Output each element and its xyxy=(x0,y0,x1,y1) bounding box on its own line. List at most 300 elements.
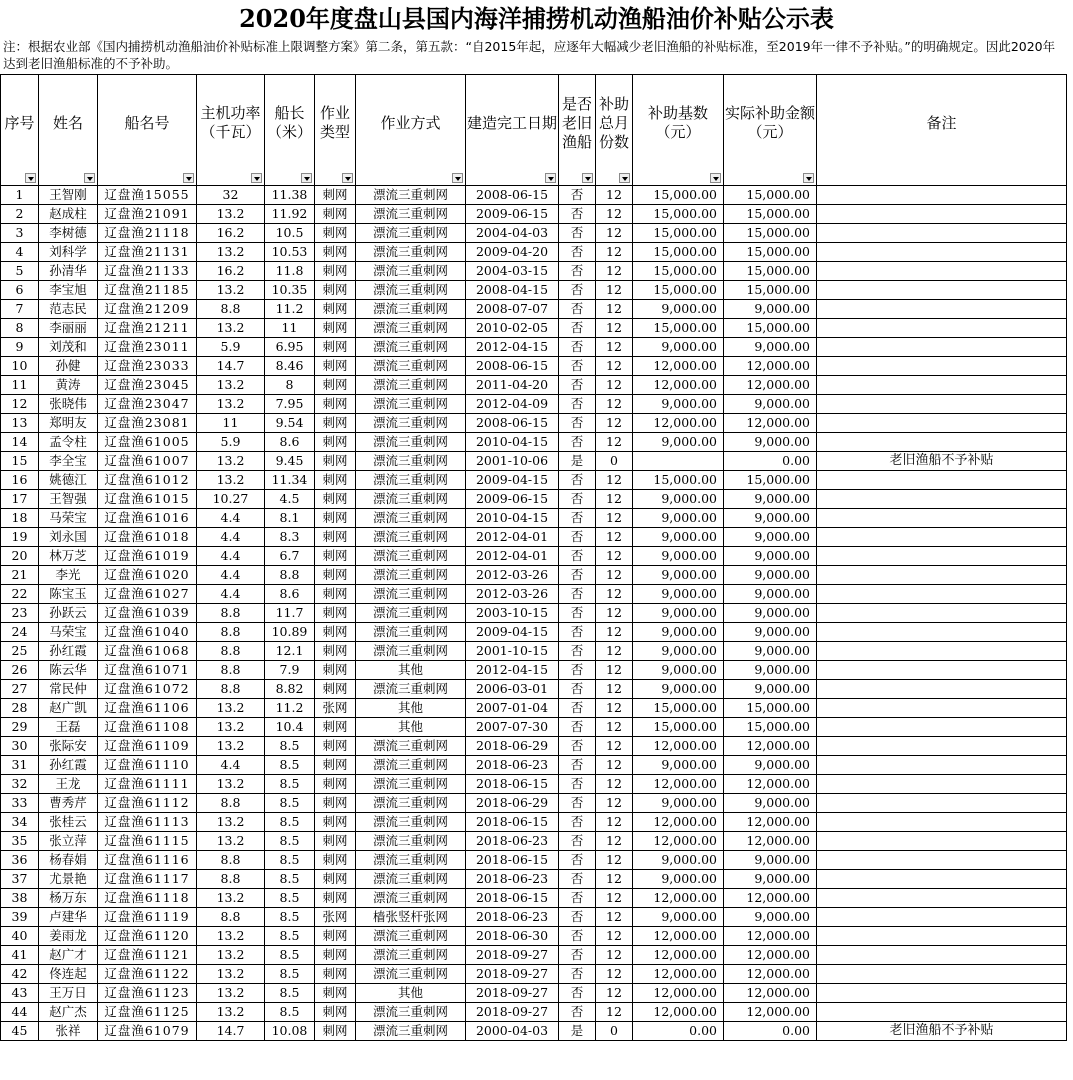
table-row xyxy=(1,680,1067,699)
cell-power: 8.8 xyxy=(197,604,265,623)
cell-months: 12 xyxy=(596,433,633,452)
cell-is-old: 否 xyxy=(559,243,596,262)
cell-remark xyxy=(817,927,1067,946)
header-label: 补助总月份数 xyxy=(598,94,629,151)
cell-length: 8.5 xyxy=(265,756,315,775)
cell-build-date: 2010-04-15 xyxy=(466,509,559,528)
cell-name: 王磊 xyxy=(39,718,98,737)
cell-remark xyxy=(817,300,1067,319)
cell-build-date: 2009-06-15 xyxy=(466,205,559,224)
cell-vessel-no: 辽盘渔61079 xyxy=(98,1022,197,1041)
cell-name: 李丽丽 xyxy=(39,319,98,338)
cell-is-old: 否 xyxy=(559,300,596,319)
cell-name: 尤景艳 xyxy=(39,870,98,889)
cell-actual-amount: 9,000.00 xyxy=(724,300,817,319)
cell-is-old: 否 xyxy=(559,566,596,585)
cell-is-old: 否 xyxy=(559,623,596,642)
cell-remark xyxy=(817,661,1067,680)
cell-remark xyxy=(817,642,1067,661)
cell-build-date: 2018-06-15 xyxy=(466,813,559,832)
cell-vessel-no: 辽盘渔23047 xyxy=(98,395,197,414)
cell-is-old: 否 xyxy=(559,984,596,1003)
cell-seq: 15 xyxy=(1,452,39,471)
cell-length: 8.5 xyxy=(265,832,315,851)
cell-actual-amount: 9,000.00 xyxy=(724,566,817,585)
header-label: 备注 xyxy=(926,113,957,132)
cell-remark xyxy=(817,851,1067,870)
cell-base-amount: 9,000.00 xyxy=(633,395,724,414)
cell-build-date: 2012-04-09 xyxy=(466,395,559,414)
cell-length: 11.92 xyxy=(265,205,315,224)
cell-work-type: 刺网 xyxy=(315,984,356,1003)
cell-length: 8.8 xyxy=(265,566,315,585)
cell-months: 12 xyxy=(596,946,633,965)
cell-seq: 43 xyxy=(1,984,39,1003)
cell-months: 12 xyxy=(596,908,633,927)
cell-base-amount: 9,000.00 xyxy=(633,338,724,357)
header-label: 补助基数（元） xyxy=(647,104,708,141)
cell-length: 8.5 xyxy=(265,794,315,813)
table-row xyxy=(1,376,1067,395)
cell-name: 王龙 xyxy=(39,775,98,794)
cell-vessel-no: 辽盘渔21211 xyxy=(98,319,197,338)
cell-actual-amount: 12,000.00 xyxy=(724,984,817,1003)
header-label: 船名号 xyxy=(124,113,170,132)
cell-power: 4.4 xyxy=(197,566,265,585)
cell-remark xyxy=(817,889,1067,908)
cell-base-amount: 15,000.00 xyxy=(633,224,724,243)
cell-base-amount xyxy=(633,452,724,471)
cell-base-amount: 15,000.00 xyxy=(633,281,724,300)
cell-vessel-no: 辽盘渔61016 xyxy=(98,509,197,528)
cell-work-method: 漂流三重刺网 xyxy=(356,889,466,908)
cell-actual-amount: 9,000.00 xyxy=(724,547,817,566)
cell-power: 5.9 xyxy=(197,338,265,357)
cell-is-old: 否 xyxy=(559,908,596,927)
cell-length: 11.34 xyxy=(265,471,315,490)
table-row xyxy=(1,281,1067,300)
cell-name: 马荣宝 xyxy=(39,623,98,642)
cell-months: 12 xyxy=(596,471,633,490)
filter-dropdown-icon[interactable] xyxy=(452,173,463,183)
cell-months: 12 xyxy=(596,889,633,908)
cell-months: 12 xyxy=(596,300,633,319)
cell-is-old: 否 xyxy=(559,357,596,376)
cell-work-type: 刺网 xyxy=(315,357,356,376)
cell-vessel-no: 辽盘渔61110 xyxy=(98,756,197,775)
cell-name: 郑明友 xyxy=(39,414,98,433)
cell-months: 12 xyxy=(596,1003,633,1022)
cell-remark xyxy=(817,737,1067,756)
cell-actual-amount: 9,000.00 xyxy=(724,870,817,889)
cell-work-type: 刺网 xyxy=(315,395,356,414)
cell-work-method: 漂流三重刺网 xyxy=(356,224,466,243)
cell-vessel-no: 辽盘渔61072 xyxy=(98,680,197,699)
cell-actual-amount: 9,000.00 xyxy=(724,338,817,357)
cell-work-method: 漂流三重刺网 xyxy=(356,566,466,585)
cell-vessel-no: 辽盘渔61125 xyxy=(98,1003,197,1022)
cell-base-amount: 15,000.00 xyxy=(633,262,724,281)
cell-name: 杨春娟 xyxy=(39,851,98,870)
cell-name: 赵广杰 xyxy=(39,1003,98,1022)
cell-build-date: 2008-06-15 xyxy=(466,186,559,205)
cell-power: 8.8 xyxy=(197,680,265,699)
cell-work-type: 刺网 xyxy=(315,452,356,471)
table-row xyxy=(1,1003,1067,1022)
cell-months: 12 xyxy=(596,604,633,623)
cell-is-old: 否 xyxy=(559,414,596,433)
cell-vessel-no: 辽盘渔61015 xyxy=(98,490,197,509)
cell-work-type: 刺网 xyxy=(315,319,356,338)
filter-dropdown-icon[interactable] xyxy=(84,173,95,183)
cell-is-old: 否 xyxy=(559,680,596,699)
cell-work-method: 漂流三重刺网 xyxy=(356,794,466,813)
cell-work-type: 刺网 xyxy=(315,547,356,566)
cell-name: 佟连起 xyxy=(39,965,98,984)
cell-build-date: 2018-06-15 xyxy=(466,851,559,870)
cell-vessel-no: 辽盘渔23081 xyxy=(98,414,197,433)
cell-vessel-no: 辽盘渔61123 xyxy=(98,984,197,1003)
filter-dropdown-icon[interactable] xyxy=(545,173,556,183)
cell-work-method: 漂流三重刺网 xyxy=(356,186,466,205)
cell-remark xyxy=(817,756,1067,775)
table-row xyxy=(1,832,1067,851)
cell-vessel-no: 辽盘渔61068 xyxy=(98,642,197,661)
header-remark xyxy=(817,75,1067,186)
cell-work-method: 漂流三重刺网 xyxy=(356,1003,466,1022)
cell-months: 12 xyxy=(596,490,633,509)
filter-dropdown-icon[interactable] xyxy=(342,173,353,183)
cell-power: 13.2 xyxy=(197,281,265,300)
cell-vessel-no: 辽盘渔61119 xyxy=(98,908,197,927)
cell-actual-amount: 12,000.00 xyxy=(724,1003,817,1022)
cell-work-method: 漂流三重刺网 xyxy=(356,623,466,642)
cell-build-date: 2010-02-05 xyxy=(466,319,559,338)
cell-vessel-no: 辽盘渔23011 xyxy=(98,338,197,357)
cell-is-old: 否 xyxy=(559,718,596,737)
cell-length: 10.53 xyxy=(265,243,315,262)
cell-work-type: 刺网 xyxy=(315,281,356,300)
cell-build-date: 2007-07-30 xyxy=(466,718,559,737)
cell-vessel-no: 辽盘渔21185 xyxy=(98,281,197,300)
cell-vessel-no: 辽盘渔61108 xyxy=(98,718,197,737)
cell-remark xyxy=(817,433,1067,452)
cell-seq: 32 xyxy=(1,775,39,794)
cell-length: 10.4 xyxy=(265,718,315,737)
cell-work-type: 刺网 xyxy=(315,243,356,262)
cell-power: 13.2 xyxy=(197,813,265,832)
cell-power: 32 xyxy=(197,186,265,205)
cell-actual-amount: 12,000.00 xyxy=(724,832,817,851)
cell-work-method: 漂流三重刺网 xyxy=(356,281,466,300)
cell-months: 12 xyxy=(596,319,633,338)
cell-remark xyxy=(817,946,1067,965)
cell-months: 12 xyxy=(596,832,633,851)
cell-months: 12 xyxy=(596,756,633,775)
cell-length: 11 xyxy=(265,319,315,338)
cell-remark: 老旧渔船不予补贴 xyxy=(817,452,1067,471)
filter-dropdown-icon[interactable] xyxy=(710,173,721,183)
cell-work-type: 刺网 xyxy=(315,1003,356,1022)
cell-seq: 8 xyxy=(1,319,39,338)
table-row xyxy=(1,319,1067,338)
cell-work-method: 漂流三重刺网 xyxy=(356,870,466,889)
cell-months: 12 xyxy=(596,376,633,395)
cell-actual-amount: 9,000.00 xyxy=(724,433,817,452)
cell-vessel-no: 辽盘渔61020 xyxy=(98,566,197,585)
cell-length: 8.6 xyxy=(265,433,315,452)
cell-build-date: 2012-04-15 xyxy=(466,661,559,680)
cell-work-type: 刺网 xyxy=(315,414,356,433)
cell-actual-amount: 15,000.00 xyxy=(724,471,817,490)
cell-actual-amount: 15,000.00 xyxy=(724,319,817,338)
cell-name: 赵广才 xyxy=(39,946,98,965)
table-row xyxy=(1,414,1067,433)
cell-remark xyxy=(817,395,1067,414)
cell-months: 12 xyxy=(596,205,633,224)
header-label: 主机功率（千瓦） xyxy=(200,104,261,141)
cell-seq: 29 xyxy=(1,718,39,737)
cell-power: 13.2 xyxy=(197,205,265,224)
cell-vessel-no: 辽盘渔61116 xyxy=(98,851,197,870)
cell-build-date: 2009-06-15 xyxy=(466,490,559,509)
cell-power: 8.8 xyxy=(197,794,265,813)
cell-base-amount: 0.00 xyxy=(633,1022,724,1041)
cell-vessel-no: 辽盘渔21131 xyxy=(98,243,197,262)
cell-work-method: 漂流三重刺网 xyxy=(356,490,466,509)
cell-months: 12 xyxy=(596,357,633,376)
cell-name: 李宝旭 xyxy=(39,281,98,300)
cell-build-date: 2012-04-01 xyxy=(466,547,559,566)
cell-seq: 19 xyxy=(1,528,39,547)
cell-length: 10.5 xyxy=(265,224,315,243)
cell-is-old: 是 xyxy=(559,1022,596,1041)
cell-remark xyxy=(817,262,1067,281)
table-row xyxy=(1,528,1067,547)
cell-vessel-no: 辽盘渔21091 xyxy=(98,205,197,224)
cell-is-old: 否 xyxy=(559,813,596,832)
cell-actual-amount: 0.00 xyxy=(724,452,817,471)
cell-vessel-no: 辽盘渔23033 xyxy=(98,357,197,376)
table-row xyxy=(1,794,1067,813)
filter-dropdown-icon[interactable] xyxy=(25,173,36,183)
cell-remark xyxy=(817,585,1067,604)
cell-remark xyxy=(817,699,1067,718)
cell-vessel-no: 辽盘渔61039 xyxy=(98,604,197,623)
cell-seq: 22 xyxy=(1,585,39,604)
cell-base-amount: 12,000.00 xyxy=(633,414,724,433)
cell-name: 张桂云 xyxy=(39,813,98,832)
cell-base-amount: 15,000.00 xyxy=(633,186,724,205)
cell-vessel-no: 辽盘渔61019 xyxy=(98,547,197,566)
cell-build-date: 2018-06-23 xyxy=(466,756,559,775)
cell-base-amount: 9,000.00 xyxy=(633,908,724,927)
cell-work-type: 刺网 xyxy=(315,604,356,623)
cell-length: 8 xyxy=(265,376,315,395)
cell-build-date: 2010-04-15 xyxy=(466,433,559,452)
cell-months: 12 xyxy=(596,661,633,680)
cell-seq: 9 xyxy=(1,338,39,357)
cell-name: 孙清华 xyxy=(39,262,98,281)
cell-work-method: 漂流三重刺网 xyxy=(356,471,466,490)
filter-dropdown-icon[interactable] xyxy=(301,173,312,183)
cell-actual-amount: 9,000.00 xyxy=(724,623,817,642)
cell-work-method: 漂流三重刺网 xyxy=(356,680,466,699)
cell-power: 13.2 xyxy=(197,965,265,984)
cell-is-old: 否 xyxy=(559,737,596,756)
cell-actual-amount: 9,000.00 xyxy=(724,680,817,699)
cell-length: 8.3 xyxy=(265,528,315,547)
cell-is-old: 否 xyxy=(559,338,596,357)
cell-name: 孙红霞 xyxy=(39,756,98,775)
cell-base-amount: 12,000.00 xyxy=(633,965,724,984)
cell-vessel-no: 辽盘渔21133 xyxy=(98,262,197,281)
cell-actual-amount: 9,000.00 xyxy=(724,528,817,547)
cell-power: 4.4 xyxy=(197,756,265,775)
cell-vessel-no: 辽盘渔61005 xyxy=(98,433,197,452)
cell-power: 13.2 xyxy=(197,376,265,395)
cell-actual-amount: 9,000.00 xyxy=(724,851,817,870)
cell-build-date: 2001-10-15 xyxy=(466,642,559,661)
cell-base-amount: 9,000.00 xyxy=(633,642,724,661)
filter-dropdown-icon[interactable] xyxy=(183,173,194,183)
filter-dropdown-icon[interactable] xyxy=(582,173,593,183)
cell-length: 8.5 xyxy=(265,927,315,946)
cell-base-amount: 12,000.00 xyxy=(633,832,724,851)
cell-months: 12 xyxy=(596,927,633,946)
cell-actual-amount: 15,000.00 xyxy=(724,718,817,737)
cell-is-old: 否 xyxy=(559,642,596,661)
cell-remark xyxy=(817,775,1067,794)
cell-work-type: 刺网 xyxy=(315,338,356,357)
cell-build-date: 2012-04-01 xyxy=(466,528,559,547)
cell-build-date: 2012-04-15 xyxy=(466,338,559,357)
cell-work-method: 漂流三重刺网 xyxy=(356,319,466,338)
cell-work-type: 刺网 xyxy=(315,661,356,680)
cell-base-amount: 9,000.00 xyxy=(633,528,724,547)
header-is-old xyxy=(559,75,596,186)
filter-dropdown-icon[interactable] xyxy=(251,173,262,183)
cell-remark xyxy=(817,604,1067,623)
filter-dropdown-icon[interactable] xyxy=(803,173,814,183)
cell-length: 8.5 xyxy=(265,775,315,794)
cell-name: 刘茂和 xyxy=(39,338,98,357)
cell-remark xyxy=(817,832,1067,851)
table-row xyxy=(1,338,1067,357)
cell-actual-amount: 9,000.00 xyxy=(724,604,817,623)
cell-remark xyxy=(817,680,1067,699)
table-row xyxy=(1,262,1067,281)
header-label: 作业类型 xyxy=(319,104,350,141)
cell-name: 张祥 xyxy=(39,1022,98,1041)
cell-actual-amount: 12,000.00 xyxy=(724,376,817,395)
cell-work-method: 漂流三重刺网 xyxy=(356,965,466,984)
cell-name: 孟令柱 xyxy=(39,433,98,452)
cell-build-date: 2009-04-15 xyxy=(466,471,559,490)
cell-months: 12 xyxy=(596,509,633,528)
table-row xyxy=(1,224,1067,243)
cell-remark xyxy=(817,1003,1067,1022)
cell-power: 13.2 xyxy=(197,395,265,414)
table-row xyxy=(1,775,1067,794)
cell-months: 12 xyxy=(596,794,633,813)
cell-vessel-no: 辽盘渔61106 xyxy=(98,699,197,718)
cell-is-old: 否 xyxy=(559,775,596,794)
cell-remark xyxy=(817,414,1067,433)
cell-work-method: 漂流三重刺网 xyxy=(356,357,466,376)
cell-actual-amount: 15,000.00 xyxy=(724,243,817,262)
cell-months: 12 xyxy=(596,281,633,300)
cell-base-amount: 12,000.00 xyxy=(633,813,724,832)
cell-seq: 7 xyxy=(1,300,39,319)
cell-remark xyxy=(817,490,1067,509)
cell-length: 8.5 xyxy=(265,737,315,756)
cell-length: 8.5 xyxy=(265,813,315,832)
cell-length: 11.7 xyxy=(265,604,315,623)
cell-base-amount: 9,000.00 xyxy=(633,623,724,642)
cell-vessel-no: 辽盘渔61115 xyxy=(98,832,197,851)
cell-remark xyxy=(817,965,1067,984)
cell-name: 张际安 xyxy=(39,737,98,756)
cell-is-old: 否 xyxy=(559,528,596,547)
cell-build-date: 2006-03-01 xyxy=(466,680,559,699)
cell-months: 12 xyxy=(596,851,633,870)
cell-seq: 18 xyxy=(1,509,39,528)
cell-work-method: 漂流三重刺网 xyxy=(356,927,466,946)
cell-is-old: 否 xyxy=(559,433,596,452)
header-label: 姓名 xyxy=(52,113,83,132)
cell-seq: 27 xyxy=(1,680,39,699)
cell-length: 8.46 xyxy=(265,357,315,376)
cell-power: 13.2 xyxy=(197,832,265,851)
cell-build-date: 2007-01-04 xyxy=(466,699,559,718)
cell-seq: 30 xyxy=(1,737,39,756)
cell-work-type: 刺网 xyxy=(315,870,356,889)
cell-seq: 36 xyxy=(1,851,39,870)
cell-remark xyxy=(817,319,1067,338)
cell-seq: 20 xyxy=(1,547,39,566)
cell-length: 8.5 xyxy=(265,984,315,1003)
cell-length: 10.35 xyxy=(265,281,315,300)
cell-power: 13.2 xyxy=(197,775,265,794)
cell-vessel-no: 辽盘渔61112 xyxy=(98,794,197,813)
cell-remark xyxy=(817,186,1067,205)
cell-length: 6.7 xyxy=(265,547,315,566)
cell-name: 杨万东 xyxy=(39,889,98,908)
cell-name: 赵成柱 xyxy=(39,205,98,224)
cell-length: 6.95 xyxy=(265,338,315,357)
cell-work-type: 刺网 xyxy=(315,946,356,965)
cell-seq: 41 xyxy=(1,946,39,965)
cell-build-date: 2008-06-15 xyxy=(466,357,559,376)
cell-work-type: 刺网 xyxy=(315,205,356,224)
filter-dropdown-icon[interactable] xyxy=(619,173,630,183)
cell-remark xyxy=(817,870,1067,889)
cell-name: 常民仲 xyxy=(39,680,98,699)
table-row xyxy=(1,186,1067,205)
cell-work-type: 刺网 xyxy=(315,851,356,870)
cell-work-type: 刺网 xyxy=(315,756,356,775)
cell-name: 孙红霞 xyxy=(39,642,98,661)
cell-seq: 16 xyxy=(1,471,39,490)
cell-is-old: 否 xyxy=(559,224,596,243)
cell-work-method: 其他 xyxy=(356,718,466,737)
header-work-method xyxy=(356,75,466,186)
cell-name: 李树德 xyxy=(39,224,98,243)
cell-base-amount: 9,000.00 xyxy=(633,604,724,623)
cell-work-type: 张网 xyxy=(315,908,356,927)
table-row xyxy=(1,965,1067,984)
